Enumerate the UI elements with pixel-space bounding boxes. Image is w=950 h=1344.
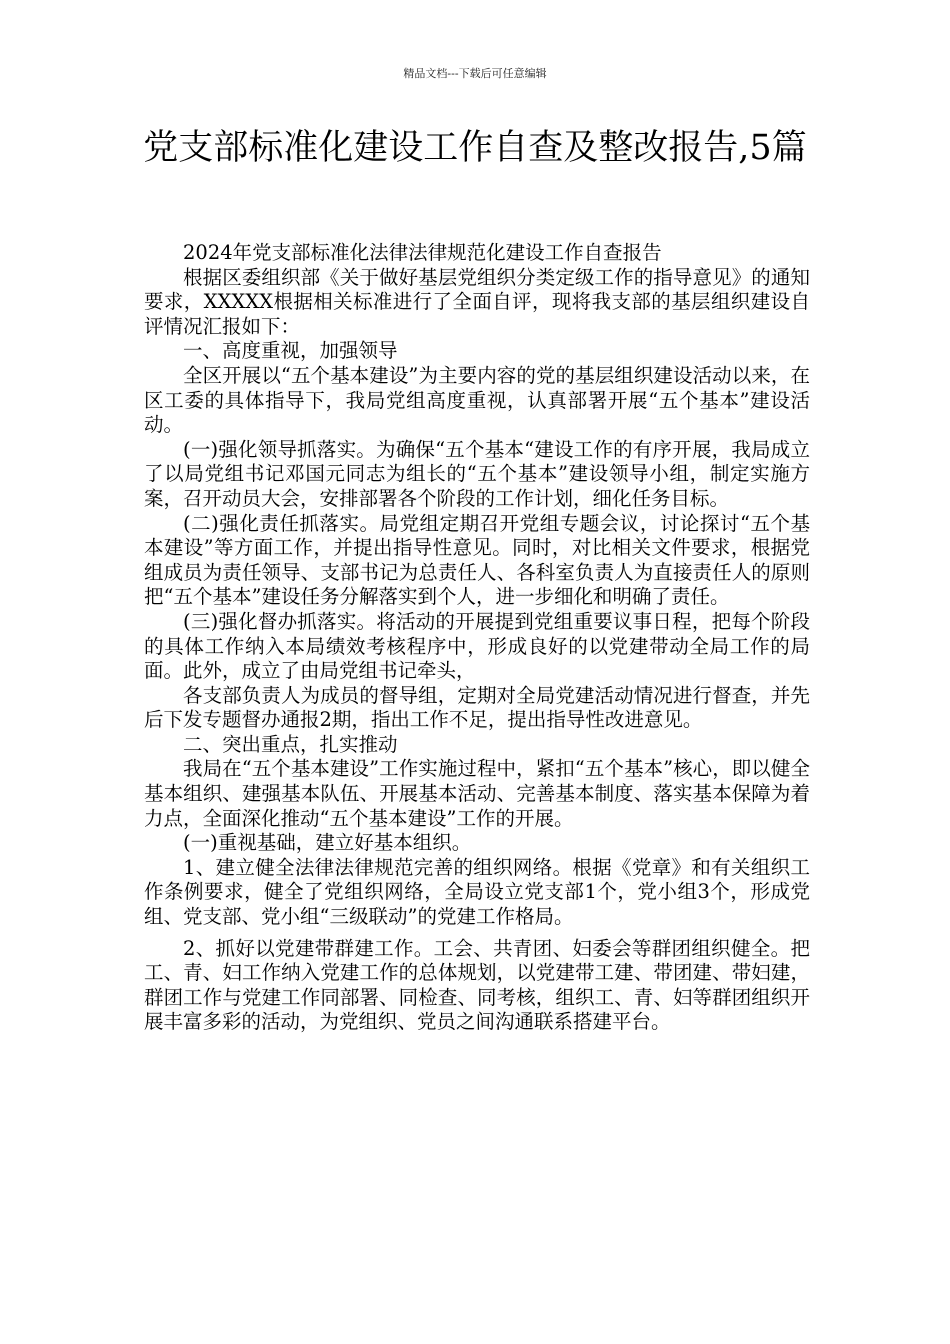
paragraph: 各支部负责人为成员的督导组，定期对全局党建活动情况进行督查，并先后下发专题督办通报2期，指出工作不足，提出指导性改进意见。 — [144, 683, 810, 732]
paragraph-subtitle: 2024年党支部标准化法律法律规范化建设工作自查报告 — [183, 241, 662, 264]
paragraph: 根据区委组织部《关于做好基层党组织分类定级工作的指导意见》的通知要求，XXXXX根据相关标准进行了全面自评，现将我支部的基层组织建设自评情况汇报如下： — [144, 265, 810, 338]
paragraph: 全区开展以“五个基本建设”为主要内容的党的基层组织建设活动以来，在区工委的具体指导下，我局党组高度重视，认真部署开展“五个基本”建设活动。 — [144, 363, 810, 437]
document-body — [144, 241, 810, 1035]
paragraph: (二)强化责任抓落实。局党组定期召开党组专题会议，讨论探讨“五个基本建设”等方面工作，并提出指导性意见。同时，对比相关文件要求，根据党组成员为责任领导、支部书记为总责任人、各科室负责人为直接责任人的原则把“五个基本”建设任务分解落实到个人，进一步细化和明确了责任。 — [144, 511, 810, 609]
section-heading: 二、突出重点，扎实推动 — [183, 732, 398, 756]
paragraph: (一)强化领导抓落实。为确保“五个基本“建设工作的有序开展，我局成立了以局党组书记邓国元同志为组长的“五个基本”建设领导小组，制定实施方案，召开动员大会，安排部署各个阶段的工作计划，细化任务目标。 — [144, 437, 810, 510]
paragraph: (三)强化督办抓落实。将活动的开展提到党组重要议事日程，把每个阶段的具体工作纳入本局绩效考核程序中，形成良好的以党建带动全局工作的局面。此外，成立了由局党组书记牵头， — [144, 609, 810, 683]
subsection-heading: (一)重视基础，建立好基本组织。 — [183, 831, 472, 855]
header-note: 精品文档---下载后可任意编辑 — [403, 67, 547, 80]
paragraph: 1、建立健全法律法律规范完善的组织网络。根据《党章》和有关组织工作条例要求，健全了党组织网络，全局设立党支部1个，党小组3个，形成党组、党支部、党小组“三级联动”的党建工作格局。 — [144, 855, 810, 929]
document-title: 党支部标准化建设工作自查及整改报告,5篇 — [143, 128, 807, 168]
paragraph: 我局在“五个基本建设”工作实施过程中，紧扣“五个基本”核心，即以健全基本组织、建强基本队伍、开展基本活动、完善基本制度、落实基本保障为着力点，全面深化推动“五个基本建设”工作的开展。 — [144, 757, 810, 830]
paragraph: 2、抓好以党建带群建工作。工会、共青团、妇委会等群团组织健全。把工、青、妇工作纳入党建工作的总体规划，以党建带工建、带团建、带妇建，群团工作与党建工作同部署、同检查、同考核，组织工、青、妇等群团组织开展丰富多彩的活动，为党组织、党员之间沟通联系搭建平台。 — [144, 936, 810, 1034]
section-heading: 一、高度重视，加强领导 — [183, 339, 398, 363]
